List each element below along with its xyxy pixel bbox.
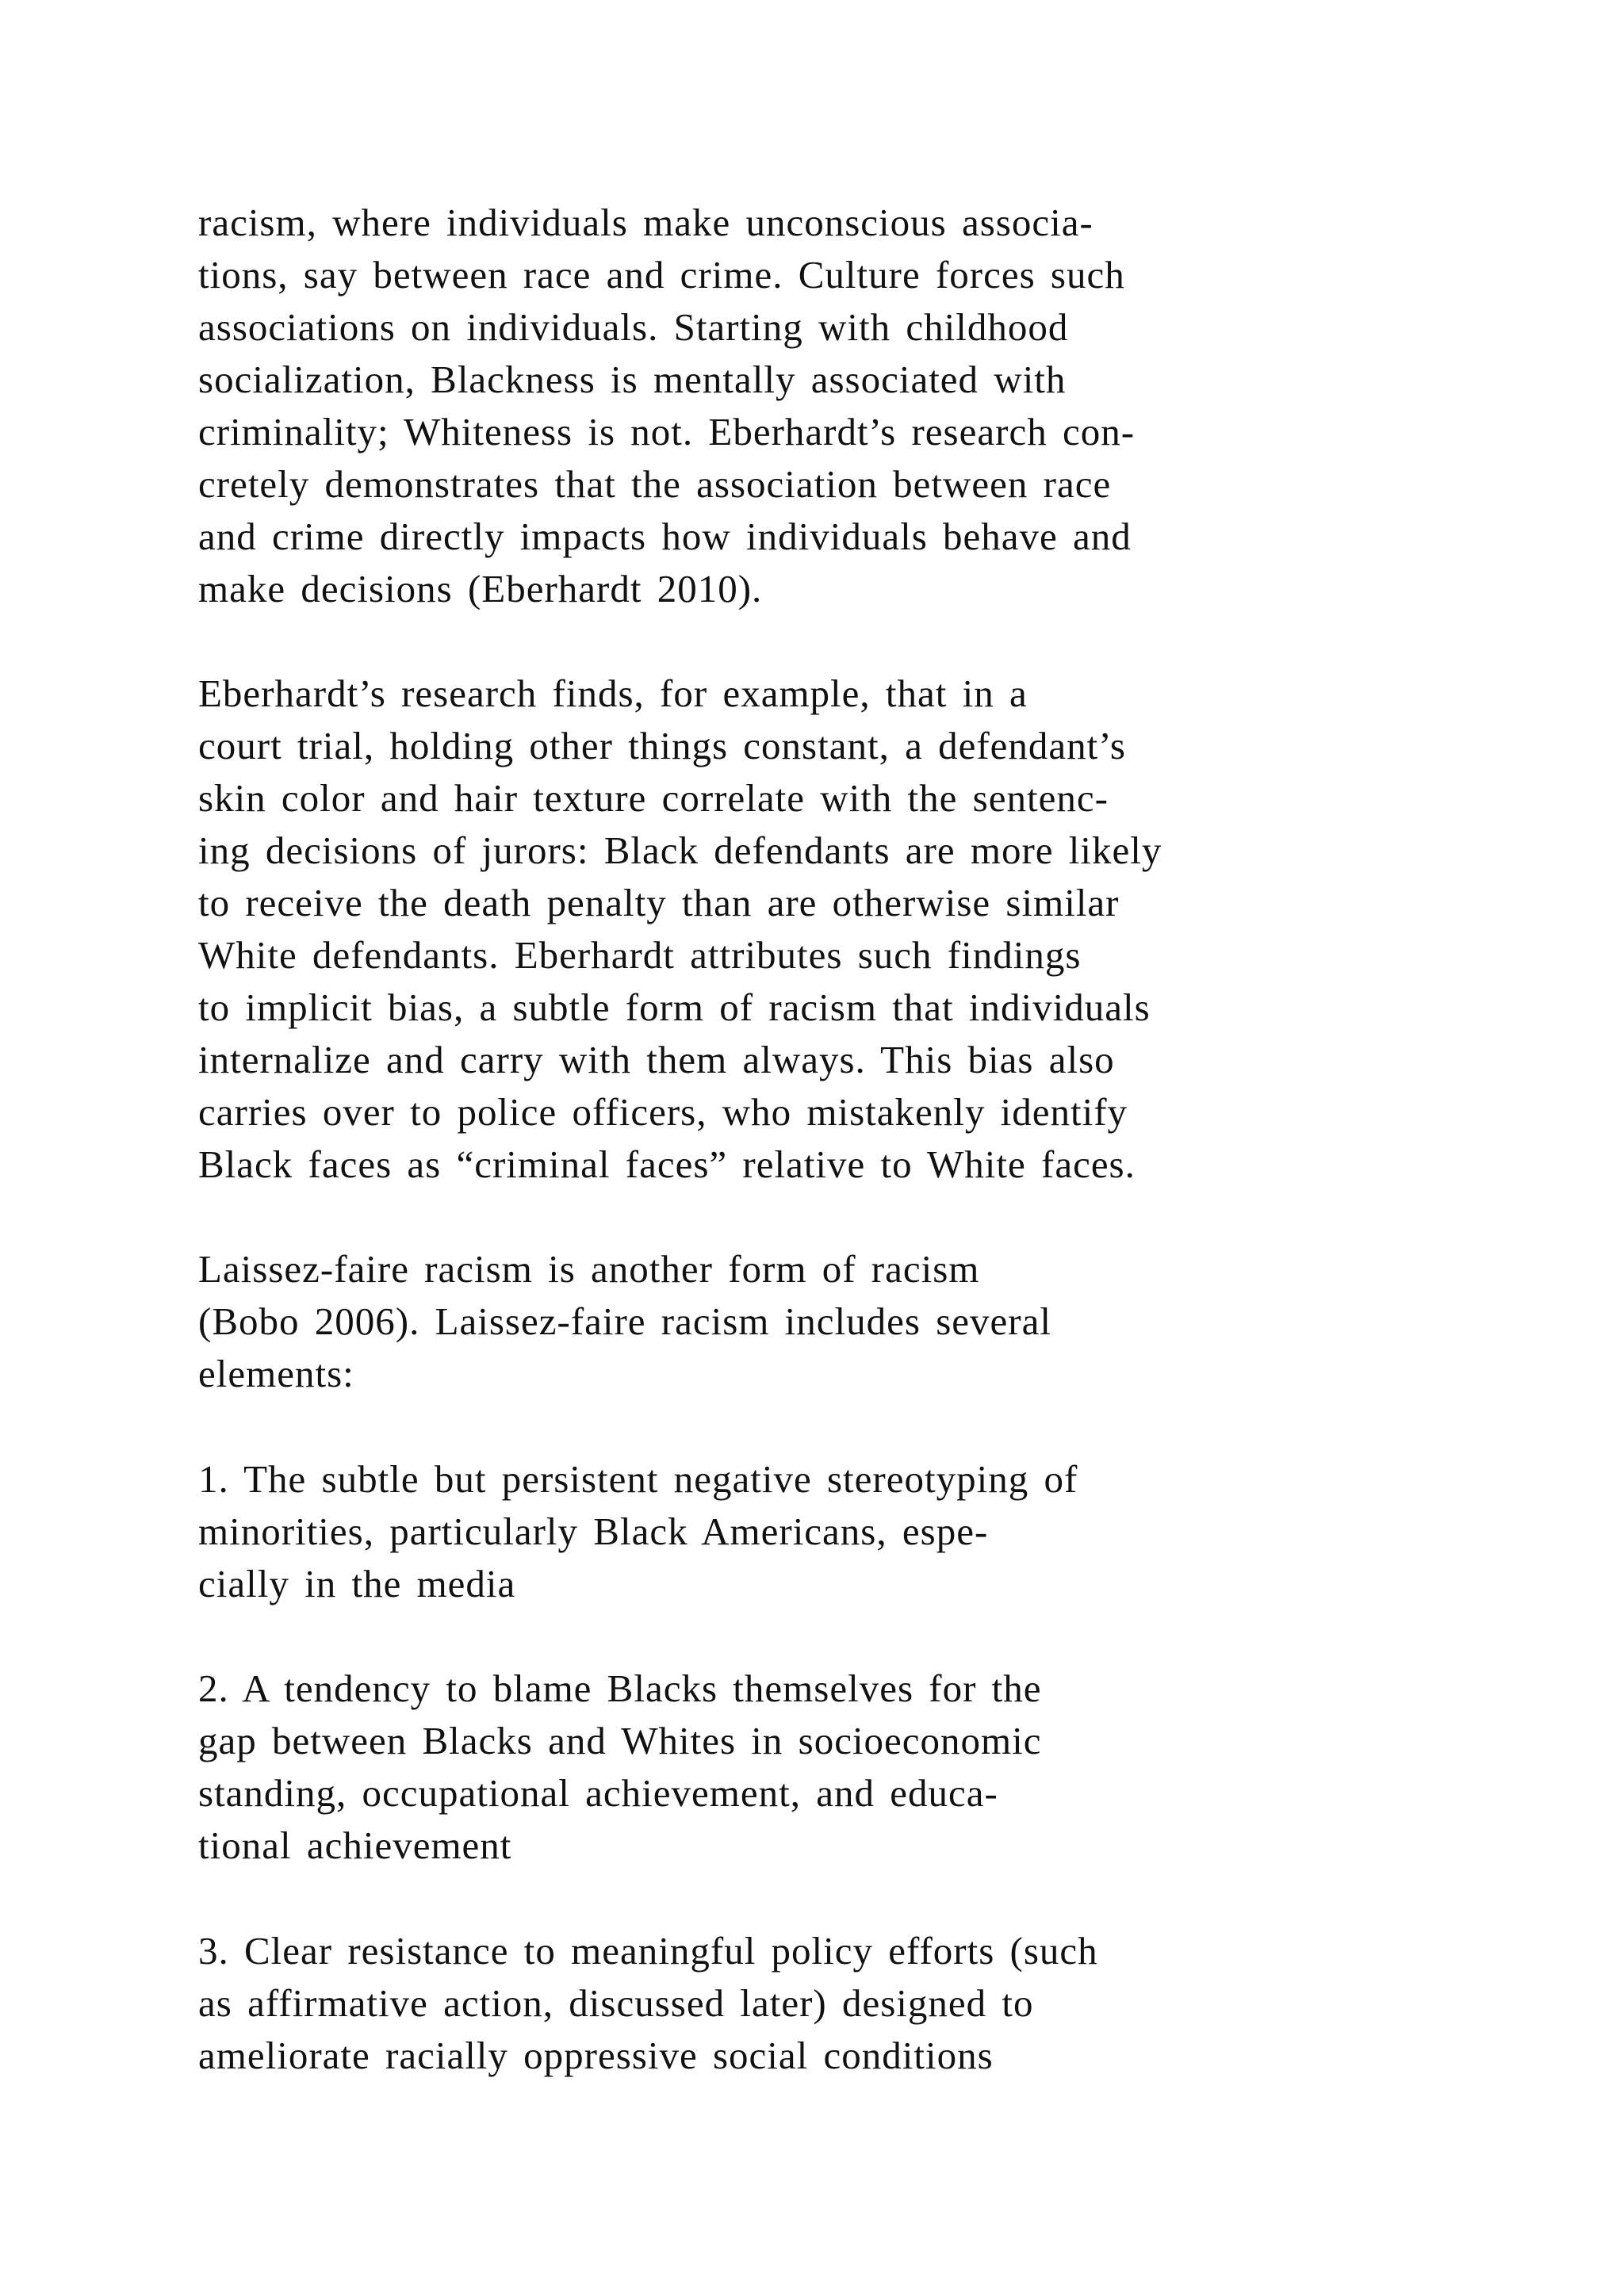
text-line: and crime directly impacts how individuals behave and bbox=[198, 515, 1132, 558]
list-item bbox=[198, 1925, 1562, 2082]
text-line: socialization, Blackness is mentally associated with bbox=[198, 358, 1067, 401]
text-line: ameliorate racially oppressive social conditions bbox=[198, 2034, 994, 2077]
text-line: to implicit bias, a subtle form of racism that individuals bbox=[198, 985, 1151, 1029]
text-line: associations on individuals. Starting with childhood bbox=[198, 305, 1069, 349]
list-item bbox=[198, 1663, 1562, 1872]
text-line: Eberhardt’s research finds, for example, that in a bbox=[198, 672, 1028, 715]
text-line: make decisions (Eberhardt 2010). bbox=[198, 567, 763, 610]
list-item bbox=[198, 1453, 1562, 1610]
text-line: skin color and hair texture correlate with the sentenc- bbox=[198, 776, 1109, 820]
paragraph-laissez-faire-intro bbox=[198, 1243, 1562, 1400]
text-line: 3. Clear resistance to meaningful policy efforts (such bbox=[198, 1929, 1098, 1973]
text-line: Black faces as “criminal faces” relative to White faces. bbox=[198, 1142, 1136, 1186]
text-line: gap between Blacks and Whites in socioeconomic bbox=[198, 1719, 1042, 1762]
text-line: standing, occupational achievement, and educa- bbox=[198, 1771, 998, 1815]
paragraph-eberhardt-findings bbox=[198, 668, 1562, 1191]
text-line: tions, say between race and crime. Culture forces such bbox=[198, 253, 1125, 297]
text-line: cretely demonstrates that the association between race bbox=[198, 462, 1112, 506]
text-line: Laissez-faire racism is another form of racism bbox=[198, 1247, 980, 1291]
text-line: 1. The subtle but persistent negative stereotyping of bbox=[198, 1457, 1078, 1501]
text-line: (Bobo 2006). Laissez-faire racism includes several bbox=[198, 1299, 1051, 1343]
text-line: court trial, holding other things constant, a defendant’s bbox=[198, 724, 1126, 767]
text-line: racism, where individuals make unconscious associa- bbox=[198, 201, 1094, 244]
text-line: minorities, particularly Black Americans, espe- bbox=[198, 1510, 989, 1553]
text-line: to receive the death penalty than are otherwise similar bbox=[198, 881, 1120, 924]
text-line: 2. A tendency to blame Blacks themselves for the bbox=[198, 1667, 1042, 1710]
text-line: ing decisions of jurors: Black defendants are more likely bbox=[198, 828, 1162, 872]
text-line: internalize and carry with them always. This bias also bbox=[198, 1038, 1115, 1081]
text-line: elements: bbox=[198, 1352, 354, 1395]
text-line: White defendants. Eberhardt attributes such findings bbox=[198, 933, 1082, 977]
text-line: tional achievement bbox=[198, 1823, 512, 1867]
text-line: criminality; Whiteness is not. Eberhardt’s research con- bbox=[198, 410, 1136, 453]
text-line: carries over to police officers, who mistakenly identify bbox=[198, 1090, 1128, 1134]
text-line: cially in the media bbox=[198, 1562, 516, 1605]
text-line: as affirmative action, discussed later) designed to bbox=[198, 1981, 1034, 2025]
paragraph-implicit-racism bbox=[198, 197, 1562, 615]
